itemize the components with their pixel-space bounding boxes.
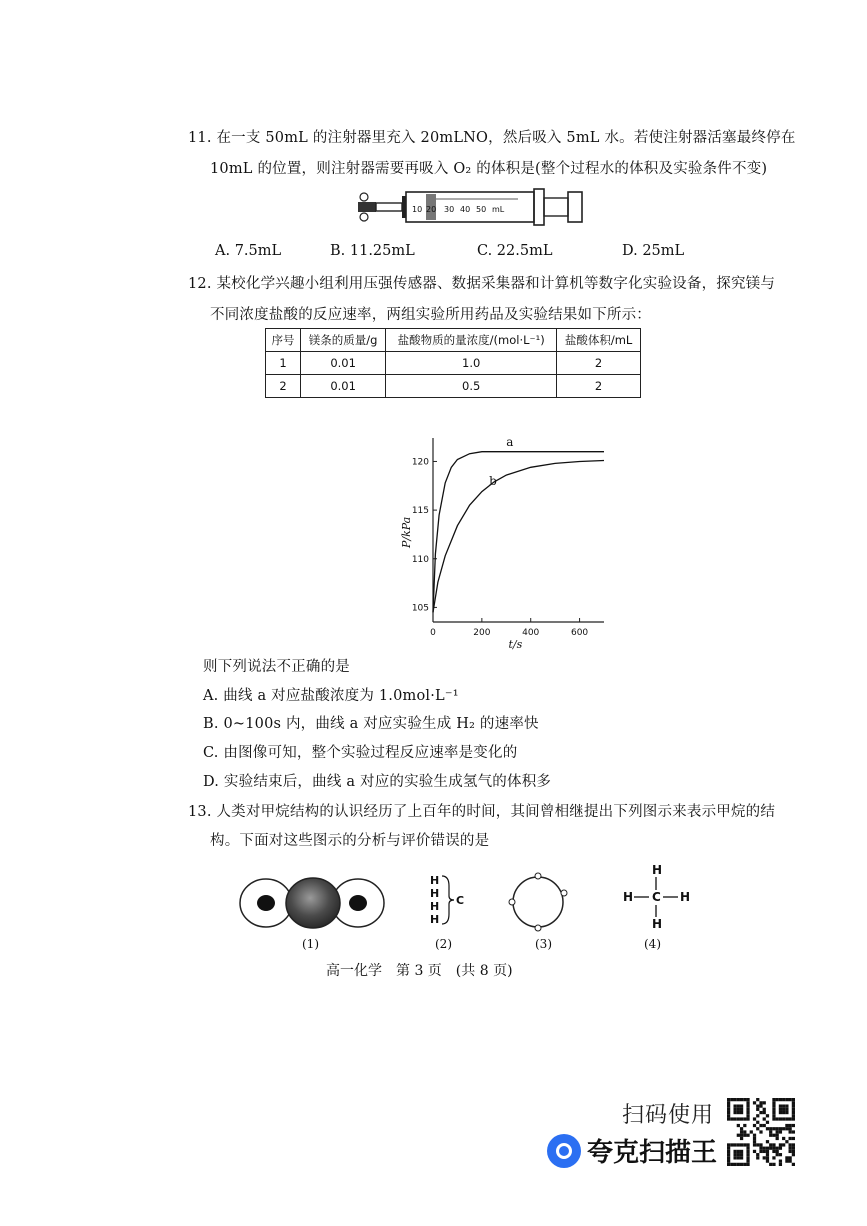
qr-module bbox=[727, 1156, 730, 1159]
syringe-scale-unit: mL bbox=[492, 205, 505, 214]
qr-module bbox=[779, 1143, 782, 1146]
qr-module bbox=[733, 1108, 736, 1111]
x-tick-label: 0 bbox=[430, 628, 436, 638]
q12-line2: 不同浓度盐酸的反应速率，两组实验所用药品及实验结果如下所示： bbox=[210, 307, 651, 323]
qr-module bbox=[740, 1153, 743, 1156]
fig2-atom-c: C bbox=[456, 894, 465, 907]
qr-module bbox=[785, 1140, 788, 1143]
qr-module bbox=[792, 1098, 795, 1101]
qr-module bbox=[763, 1117, 766, 1120]
qr-module bbox=[740, 1108, 743, 1111]
figure-label-3: (3) bbox=[535, 937, 552, 951]
table-header: 镁条的质量/g bbox=[301, 329, 386, 352]
qr-module bbox=[740, 1098, 743, 1101]
table-cell: 2 bbox=[557, 352, 641, 375]
series-label-b: b bbox=[489, 473, 497, 488]
table-cell: 1 bbox=[266, 352, 301, 375]
qr-module bbox=[743, 1117, 746, 1120]
qr-module bbox=[789, 1150, 792, 1153]
q12-option-d[interactable]: D. 实验结束后，曲线 a 对应的实验生成氢气的体积多 bbox=[203, 774, 552, 790]
qr-module bbox=[789, 1130, 792, 1133]
qr-module bbox=[792, 1111, 795, 1114]
syringe-scale-50: 50 bbox=[476, 205, 487, 214]
qr-module bbox=[776, 1150, 779, 1153]
qr-module bbox=[756, 1104, 759, 1107]
brand-name: 夸克扫描王 bbox=[587, 1138, 718, 1168]
qr-module bbox=[740, 1156, 743, 1159]
scan-label: 扫码使用 bbox=[622, 1103, 715, 1128]
qr-module bbox=[740, 1163, 743, 1166]
qr-module bbox=[776, 1137, 779, 1140]
qr-module bbox=[743, 1143, 746, 1146]
qr-module bbox=[733, 1156, 736, 1159]
qr-module bbox=[727, 1111, 730, 1114]
qr-module bbox=[779, 1160, 782, 1163]
qr-module bbox=[737, 1156, 740, 1159]
qr-module bbox=[756, 1156, 759, 1159]
qr-module bbox=[756, 1143, 759, 1146]
qr-module bbox=[727, 1117, 730, 1120]
syringe-scale-40: 40 bbox=[460, 205, 471, 214]
qr-module bbox=[785, 1160, 788, 1163]
qr-module bbox=[756, 1127, 759, 1130]
qr-module bbox=[785, 1117, 788, 1120]
table-cell: 2 bbox=[266, 375, 301, 398]
x-tick-label: 200 bbox=[473, 628, 491, 638]
qr-module bbox=[743, 1134, 746, 1137]
qr-module bbox=[746, 1104, 749, 1107]
qr-module bbox=[753, 1137, 756, 1140]
figure-label-1: (1) bbox=[302, 937, 319, 951]
qr-module bbox=[763, 1156, 766, 1159]
qr-module bbox=[763, 1101, 766, 1104]
qr-module bbox=[792, 1137, 795, 1140]
qr-module bbox=[759, 1130, 762, 1133]
qr-module bbox=[737, 1104, 740, 1107]
table-header: 序号 bbox=[266, 329, 301, 352]
qr-module bbox=[766, 1153, 769, 1156]
page-footer: 高一化学 第 3 页 (共 8 页) bbox=[326, 963, 513, 979]
qr-module bbox=[769, 1134, 772, 1137]
qr-module bbox=[772, 1150, 775, 1153]
q11-option-d[interactable]: D. 25mL bbox=[622, 243, 685, 259]
q11-line2: 10mL 的位置，则注射器需要再吸入 O₂ 的体积是(整个过程水的体积及实验条件不变) bbox=[210, 161, 768, 177]
qr-module bbox=[776, 1127, 779, 1130]
qr-module bbox=[733, 1117, 736, 1120]
q12-option-a[interactable]: A. 曲线 a 对应盐酸浓度为 1.0mol·L⁻¹ bbox=[203, 688, 459, 704]
qr-module bbox=[753, 1134, 756, 1137]
q11-option-c[interactable]: C. 22.5mL bbox=[477, 243, 553, 259]
fig2-atom-h: H bbox=[430, 887, 440, 900]
qr-module bbox=[737, 1134, 740, 1137]
qr-module bbox=[769, 1143, 772, 1146]
qr-module bbox=[772, 1156, 775, 1159]
qr-module bbox=[746, 1134, 749, 1137]
q12-option-c[interactable]: C. 由图像可知，整个实验过程反应速率是变化的 bbox=[203, 745, 518, 761]
fig2-atom-h: H bbox=[430, 913, 440, 926]
qr-module bbox=[779, 1117, 782, 1120]
qr-module bbox=[737, 1117, 740, 1120]
qr-module bbox=[779, 1130, 782, 1133]
y-tick-label: 105 bbox=[411, 603, 429, 614]
qr-code-icon[interactable] bbox=[727, 1098, 795, 1166]
y-tick-label: 110 bbox=[411, 554, 429, 565]
qr-module bbox=[746, 1160, 749, 1163]
qr-module bbox=[779, 1111, 782, 1114]
qr-module bbox=[733, 1111, 736, 1114]
x-tick-label: 400 bbox=[522, 628, 540, 638]
qr-module bbox=[785, 1111, 788, 1114]
qr-module bbox=[730, 1098, 733, 1101]
qr-module bbox=[782, 1127, 785, 1130]
qr-module bbox=[782, 1117, 785, 1120]
qr-module bbox=[792, 1143, 795, 1146]
qr-module bbox=[753, 1150, 756, 1153]
qr-module bbox=[779, 1163, 782, 1166]
qr-module bbox=[785, 1124, 788, 1127]
qr-module bbox=[746, 1163, 749, 1166]
qr-module bbox=[740, 1143, 743, 1146]
qr-module bbox=[776, 1098, 779, 1101]
qr-module bbox=[769, 1130, 772, 1133]
qr-module bbox=[759, 1124, 762, 1127]
qr-module bbox=[756, 1114, 759, 1117]
qr-module bbox=[750, 1130, 753, 1133]
qr-module bbox=[733, 1150, 736, 1153]
q12-line1: 12. 某校化学兴趣小组利用压强传感器、数据采集器和计算机等数字化实验设备，探究镁与 bbox=[188, 276, 776, 292]
qr-module bbox=[740, 1134, 743, 1137]
qr-module bbox=[746, 1108, 749, 1111]
table-header: 盐酸物质的量浓度/(mol·L⁻¹) bbox=[386, 329, 557, 352]
table-header-row bbox=[266, 329, 641, 352]
q13-line1: 13. 人类对甲烷结构的认识经历了上百年的时间，其间曾相继提出下列图示来表示甲烷的结 bbox=[188, 804, 776, 820]
qr-module bbox=[759, 1147, 762, 1150]
figure-3-circle-model bbox=[509, 873, 567, 931]
fig2-atom-h: H bbox=[430, 900, 440, 913]
qr-module bbox=[737, 1153, 740, 1156]
qr-module bbox=[772, 1108, 775, 1111]
qr-module bbox=[766, 1160, 769, 1163]
series-line-a bbox=[433, 452, 604, 613]
qr-module bbox=[782, 1137, 785, 1140]
table-row bbox=[266, 352, 641, 375]
qr-module bbox=[763, 1111, 766, 1114]
qr-module bbox=[740, 1117, 743, 1120]
qr-module bbox=[759, 1101, 762, 1104]
fig4-atom-h: H bbox=[623, 890, 634, 904]
qr-module bbox=[779, 1127, 782, 1130]
x-tick-label: 600 bbox=[570, 628, 589, 638]
qr-module bbox=[740, 1127, 743, 1130]
qr-module bbox=[737, 1150, 740, 1153]
qr-module bbox=[785, 1108, 788, 1111]
qr-module bbox=[772, 1104, 775, 1107]
qr-module bbox=[756, 1098, 759, 1101]
qr-module bbox=[727, 1101, 730, 1104]
qr-module bbox=[730, 1163, 733, 1166]
qr-module bbox=[727, 1150, 730, 1153]
qr-module bbox=[772, 1127, 775, 1130]
qr-module bbox=[772, 1147, 775, 1150]
qr-module bbox=[792, 1150, 795, 1153]
q12-question: 则下列说法不正确的是 bbox=[203, 659, 350, 675]
qr-module bbox=[776, 1117, 779, 1120]
qr-module bbox=[785, 1098, 788, 1101]
qr-module bbox=[743, 1124, 746, 1127]
qr-module bbox=[766, 1140, 769, 1143]
x-axis-label: t/s bbox=[508, 638, 523, 650]
table-row bbox=[266, 375, 641, 398]
methane-models bbox=[230, 860, 710, 960]
qr-module bbox=[759, 1104, 762, 1107]
q12-option-b[interactable]: B. 0~100s 内，曲线 a 对应实验生成 H₂ 的速率快 bbox=[203, 716, 539, 732]
table-cell: 0.01 bbox=[301, 352, 386, 375]
qr-module bbox=[776, 1147, 779, 1150]
qr-module bbox=[753, 1143, 756, 1146]
qr-module bbox=[727, 1098, 730, 1101]
qr-module bbox=[782, 1098, 785, 1101]
figure-1-ball-model bbox=[240, 878, 384, 928]
qr-module bbox=[763, 1150, 766, 1153]
q11-option-b[interactable]: B. 11.25mL bbox=[330, 243, 415, 259]
qr-module bbox=[759, 1143, 762, 1146]
qr-module bbox=[792, 1124, 795, 1127]
qr-module bbox=[789, 1127, 792, 1130]
syringe-scale-20: 20 bbox=[426, 205, 437, 214]
qr-module bbox=[772, 1134, 775, 1137]
qr-module bbox=[763, 1124, 766, 1127]
qr-module bbox=[772, 1117, 775, 1120]
qr-module bbox=[763, 1147, 766, 1150]
syringe-scale-10: 10 bbox=[412, 205, 423, 214]
qr-module bbox=[759, 1111, 762, 1114]
quark-logo-icon bbox=[547, 1134, 581, 1168]
qr-module bbox=[733, 1153, 736, 1156]
figure-label-2: (2) bbox=[435, 937, 452, 951]
qr-module bbox=[746, 1153, 749, 1156]
qr-module bbox=[792, 1101, 795, 1104]
qr-module bbox=[779, 1098, 782, 1101]
figure-2-hydrogen-list bbox=[430, 874, 464, 926]
qr-module bbox=[737, 1098, 740, 1101]
qr-module bbox=[769, 1127, 772, 1130]
qr-module bbox=[779, 1108, 782, 1111]
q13-line2: 构。下面对这些图示的分析与评价错误的是 bbox=[210, 833, 490, 849]
qr-module bbox=[766, 1150, 769, 1153]
qr-module bbox=[782, 1104, 785, 1107]
qr-module bbox=[766, 1156, 769, 1159]
table-cell: 2 bbox=[557, 375, 641, 398]
qr-module bbox=[785, 1127, 788, 1130]
q11-line1: 11. 在一支 50mL 的注射器里充入 20mLNO，然后吸入 5mL 水。若使注射器活塞最终停在 bbox=[188, 130, 796, 146]
qr-module bbox=[730, 1117, 733, 1120]
q11-option-a[interactable]: A. 7.5mL bbox=[215, 243, 282, 259]
qr-module bbox=[789, 1143, 792, 1146]
qr-module bbox=[727, 1163, 730, 1166]
qr-module bbox=[740, 1137, 743, 1140]
qr-module bbox=[737, 1108, 740, 1111]
scan-prompt bbox=[622, 1098, 714, 1129]
pressure-time-chart bbox=[388, 432, 618, 650]
fig4-atom-h: H bbox=[652, 863, 663, 877]
qr-module bbox=[727, 1114, 730, 1117]
qr-module bbox=[743, 1163, 746, 1166]
qr-module bbox=[779, 1104, 782, 1107]
qr-module bbox=[766, 1114, 769, 1117]
qr-module bbox=[772, 1163, 775, 1166]
qr-module bbox=[789, 1156, 792, 1159]
figure-label-4: (4) bbox=[644, 937, 661, 951]
qr-module bbox=[743, 1098, 746, 1101]
qr-module bbox=[746, 1117, 749, 1120]
qr-module bbox=[792, 1108, 795, 1111]
qr-module bbox=[772, 1098, 775, 1101]
y-tick-label: 115 bbox=[411, 506, 429, 517]
qr-module bbox=[763, 1108, 766, 1111]
qr-module bbox=[740, 1130, 743, 1133]
y-tick-label: 120 bbox=[411, 457, 429, 468]
qr-module bbox=[772, 1111, 775, 1114]
qr-module bbox=[789, 1098, 792, 1101]
qr-module bbox=[740, 1150, 743, 1153]
qr-module bbox=[785, 1156, 788, 1159]
qr-module bbox=[782, 1143, 785, 1146]
qr-module bbox=[769, 1163, 772, 1166]
qr-module bbox=[792, 1163, 795, 1166]
y-axis-label: P/kPa bbox=[400, 516, 413, 548]
qr-module bbox=[737, 1111, 740, 1114]
qr-module bbox=[792, 1130, 795, 1133]
qr-module bbox=[772, 1143, 775, 1146]
fig4-atom-h: H bbox=[680, 890, 691, 904]
qr-module bbox=[789, 1117, 792, 1120]
qr-module bbox=[756, 1153, 759, 1156]
fig4-atom-h: H bbox=[652, 917, 663, 931]
qr-module bbox=[759, 1150, 762, 1153]
qr-module bbox=[730, 1143, 733, 1146]
qr-module bbox=[743, 1130, 746, 1133]
qr-module bbox=[789, 1137, 792, 1140]
syringe-figure bbox=[350, 186, 600, 230]
qr-module bbox=[766, 1127, 769, 1130]
qr-module bbox=[727, 1108, 730, 1111]
qr-module bbox=[789, 1160, 792, 1163]
table-cell: 0.01 bbox=[301, 375, 386, 398]
fig4-atom-c: C bbox=[652, 890, 661, 904]
qr-module bbox=[746, 1150, 749, 1153]
qr-module bbox=[746, 1143, 749, 1146]
table-cell: 1.0 bbox=[386, 352, 557, 375]
qr-module bbox=[776, 1153, 779, 1156]
figure-4-structural-formula bbox=[623, 863, 690, 931]
qr-module bbox=[753, 1101, 756, 1104]
experiment-table bbox=[265, 328, 641, 398]
qr-module bbox=[756, 1121, 759, 1124]
qr-module bbox=[792, 1153, 795, 1156]
qr-module bbox=[740, 1104, 743, 1107]
qr-module bbox=[753, 1117, 756, 1120]
qr-module bbox=[733, 1163, 736, 1166]
qr-module bbox=[792, 1117, 795, 1120]
qr-module bbox=[746, 1111, 749, 1114]
brand-logo bbox=[547, 1132, 717, 1169]
qr-module bbox=[746, 1114, 749, 1117]
qr-module bbox=[727, 1143, 730, 1146]
qr-module bbox=[792, 1114, 795, 1117]
qr-module bbox=[727, 1147, 730, 1150]
qr-module bbox=[753, 1124, 756, 1127]
syringe-scale-30: 30 bbox=[444, 205, 455, 214]
qr-module bbox=[740, 1111, 743, 1114]
qr-module bbox=[756, 1108, 759, 1111]
table-header: 盐酸体积/mL bbox=[557, 329, 641, 352]
fig2-atom-h: H bbox=[430, 874, 440, 887]
qr-module bbox=[782, 1108, 785, 1111]
qr-module bbox=[737, 1124, 740, 1127]
qr-module bbox=[785, 1104, 788, 1107]
qr-module bbox=[772, 1114, 775, 1117]
qr-module bbox=[789, 1147, 792, 1150]
qr-module bbox=[779, 1153, 782, 1156]
qr-module bbox=[792, 1147, 795, 1150]
series-label-a: a bbox=[506, 434, 514, 449]
qr-module bbox=[727, 1104, 730, 1107]
qr-module bbox=[733, 1143, 736, 1146]
qr-module bbox=[776, 1130, 779, 1133]
qr-module bbox=[746, 1156, 749, 1159]
qr-module bbox=[769, 1147, 772, 1150]
qr-module bbox=[776, 1134, 779, 1137]
qr-module bbox=[766, 1121, 769, 1124]
qr-module bbox=[733, 1098, 736, 1101]
qr-module bbox=[737, 1163, 740, 1166]
qr-module bbox=[772, 1101, 775, 1104]
qr-module bbox=[737, 1143, 740, 1146]
qr-module bbox=[789, 1124, 792, 1127]
qr-module bbox=[792, 1104, 795, 1107]
table-cell: 0.5 bbox=[386, 375, 557, 398]
qr-module bbox=[779, 1147, 782, 1150]
qr-module bbox=[753, 1140, 756, 1143]
qr-module bbox=[733, 1104, 736, 1107]
qr-module bbox=[746, 1147, 749, 1150]
qr-module bbox=[746, 1098, 749, 1101]
qr-module bbox=[766, 1147, 769, 1150]
qr-module bbox=[782, 1111, 785, 1114]
qr-module bbox=[727, 1153, 730, 1156]
qr-module bbox=[746, 1101, 749, 1104]
series-line-b bbox=[433, 461, 604, 613]
qr-module bbox=[727, 1160, 730, 1163]
